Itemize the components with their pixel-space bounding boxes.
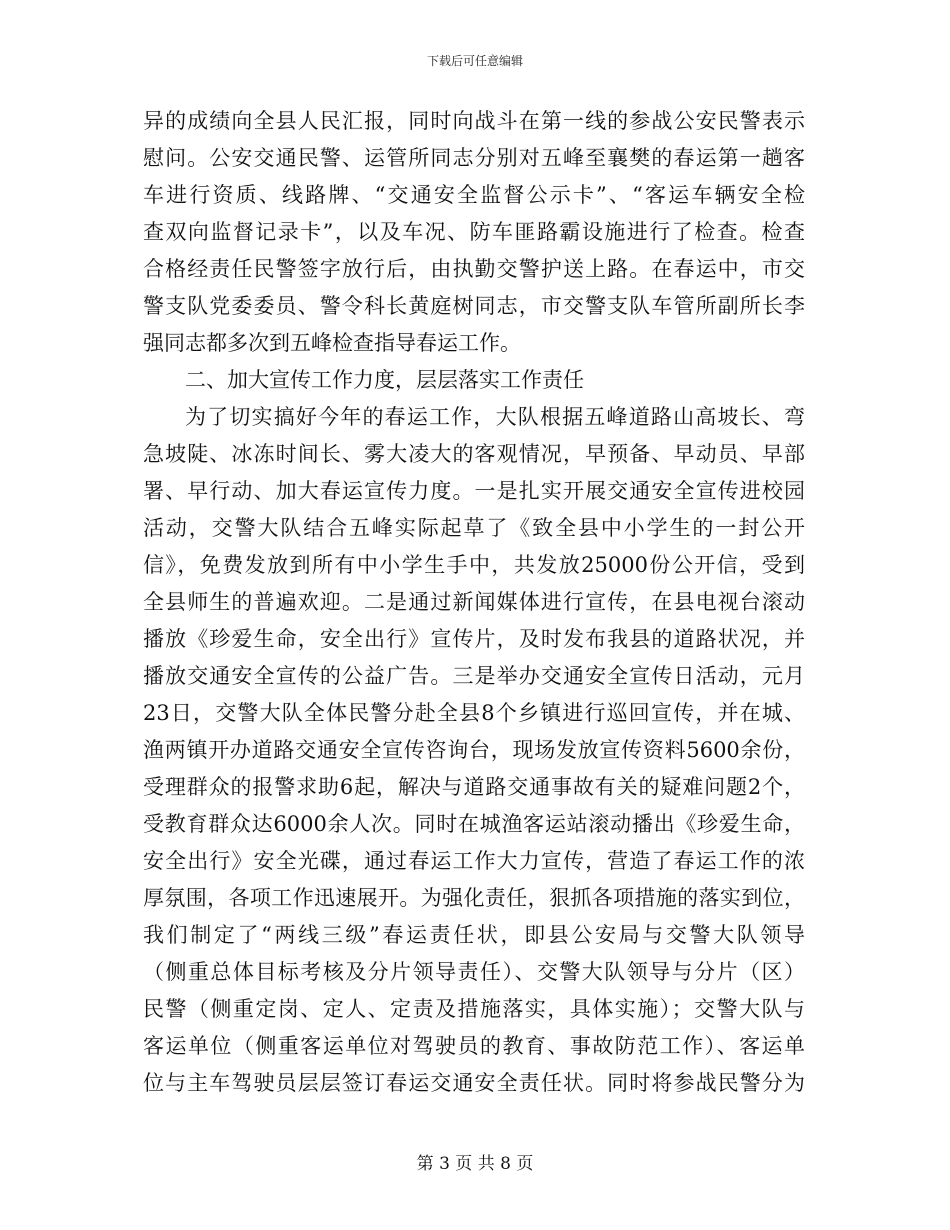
body-line: 全县师生的普遍欢迎。二是通过新闻媒体进行宣传，在县电视台滚动 <box>143 590 805 614</box>
body-line: 强同志都多次到五峰检查指导春运工作。 <box>143 331 521 355</box>
body-line: 厚氛围，各项工作迅速展开。为强化责任，狠抓各项措施的落实到位， <box>143 886 805 910</box>
body-line: 异的成绩向全县人民汇报，同时向战斗在第一线的参战公安民警表示 <box>143 109 805 133</box>
body-line: 我们制定了“两线三级”春运责任状，即县公安局与交警大队领导 <box>143 923 805 947</box>
page-footer: 第 3 页 共 8 页 <box>416 1154 534 1174</box>
body-line: 警支队党委委员、警令科长黄庭树同志，市交警支队车管所副所长李 <box>143 294 805 318</box>
body-line: 合格经责任民警签字放行后，由执勤交警护送上路。在春运中，市交 <box>143 257 805 281</box>
body-line: 安全出行》安全光碟，通过春运工作大力宣传，营造了春运工作的浓 <box>143 849 805 873</box>
body-line: 署、早行动、加大春运宣传力度。一是扎实开展交通安全宣传进校园 <box>143 479 805 503</box>
body-line: 位与主车驾驶员层层签订春运交通安全责任状。同时将参战民警分为 <box>143 1071 805 1095</box>
body-line: 播放《珍爱生命，安全出行》宣传片，及时发布我县的道路状况，并 <box>143 627 805 651</box>
body-line: 23日，交警大队全体民警分赴全县8个乡镇进行巡回宣传，并在城、 <box>143 701 805 725</box>
body-line: 急坡陡、冰冻时间长、雾大凌大的客观情况，早预备、早动员、早部 <box>143 442 805 466</box>
body-line: 慰问。公安交通民警、运管所同志分别对五峰至襄樊的春运第一趟客 <box>143 146 805 170</box>
body-line: 渔两镇开办道路交通安全宣传咨询台，现场发放宣传资料5600余份， <box>143 738 805 762</box>
body-line: 为了切实搞好今年的春运工作，大队根据五峰道路山高坡长、弯 <box>185 405 805 429</box>
body-line: 民警（侧重定岗、定人、定责及措施落实，具体实施）；交警大队与 <box>143 997 805 1021</box>
body-line: 受教育群众达6000余人次。同时在城渔客运站滚动播出《珍爱生命， <box>143 812 805 836</box>
body-line: 查双向监督记录卡”，以及车况、防车匪路霸设施进行了检查。检查 <box>143 220 805 244</box>
body-line: 信》，免费发放到所有中小学生手中，共发放25000份公开信，受到 <box>143 553 805 577</box>
body-line: 播放交通安全宣传的公益广告。三是举办交通安全宣传日活动，元月 <box>143 664 805 688</box>
body-line: 客运单位（侧重客运单位对驾驶员的教育、事故防范工作）、客运单 <box>143 1034 805 1058</box>
body-line: 车进行资质、线路牌、“交通安全监督公示卡”、“客运车辆安全检 <box>143 183 805 207</box>
body-line: 活动，交警大队结合五峰实际起草了《致全县中小学生的一封公开 <box>143 516 805 540</box>
body-line: （侧重总体目标考核及分片领导责任）、交警大队领导与分片（区） <box>143 960 805 984</box>
section-heading: 二、加大宣传工作力度，层层落实工作责任 <box>185 368 584 392</box>
body-line: 受理群众的报警求助6起，解决与道路交通事故有关的疑难问题2个， <box>143 775 805 799</box>
document-body <box>143 103 805 1102</box>
page-header: 下载后可任意编辑 <box>426 54 523 68</box>
